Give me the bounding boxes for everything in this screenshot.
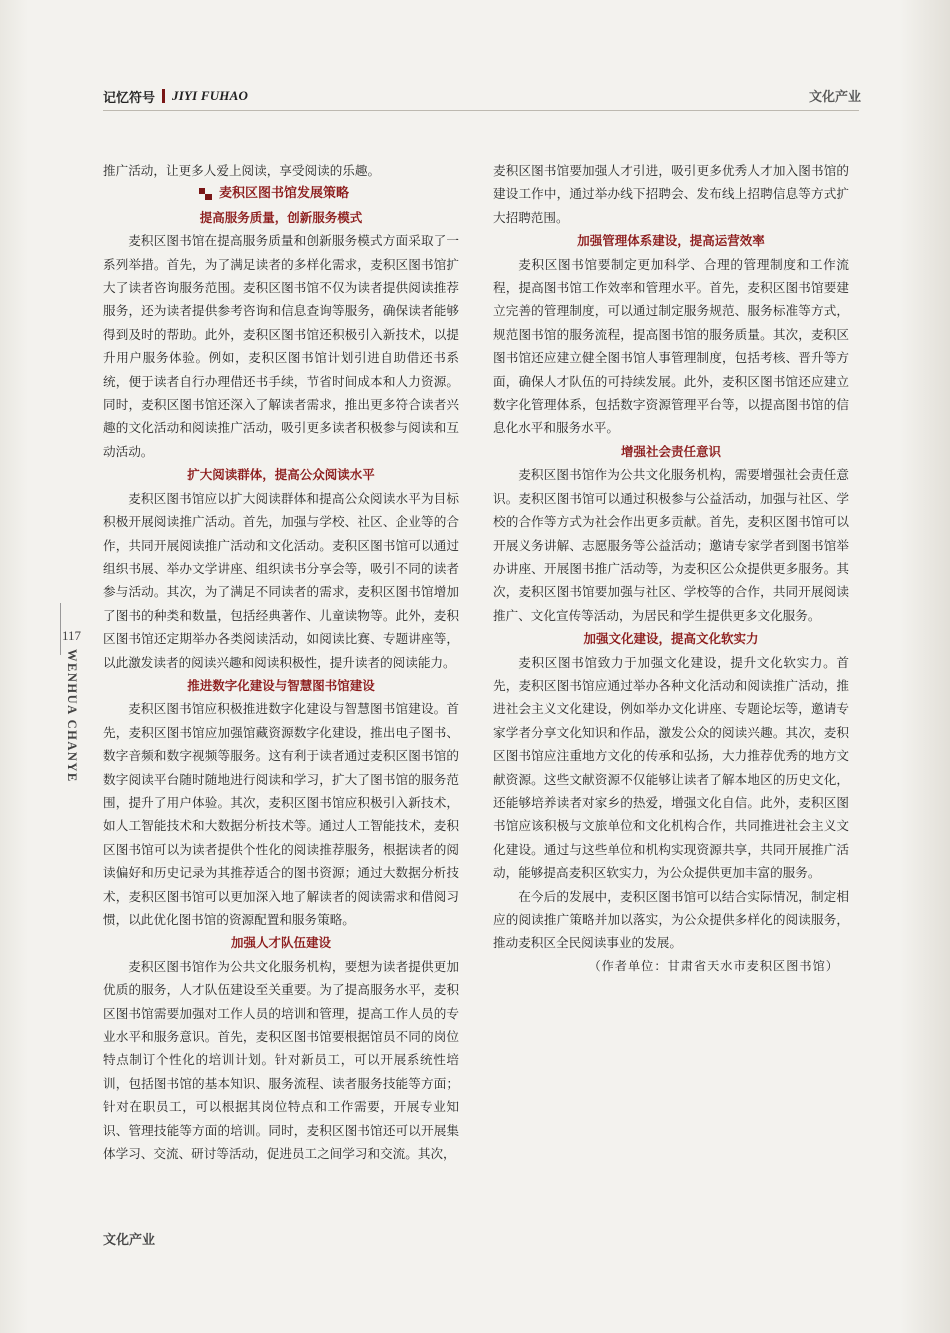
header-section-cn: 记忆符号 xyxy=(103,90,156,106)
paragraph-social: 麦积区图书馆作为公共文化服务机构，需要增强社会责任意识。麦积区图书馆可以通过积极参与公益活动，加强与社区、学校的合作等方式为社会作出更多贡献。首先，麦积区图书馆可以开展义务讲解、志愿服务等公益活动；邀请专家学者到图书馆举办讲座、开展图书推广活动等，为麦积区公众提供更多服务。其次，麦积区图书馆要加强与社区、学校等的合作，共同开展阅读推广、文化宣传等活动，为居民和学生提供更多文化服务。 xyxy=(493,467,849,623)
subheading-reading: 扩大阅读群体，提高公众阅读水平 xyxy=(187,467,375,483)
subheading-service: 提高服务质量，创新服务模式 xyxy=(199,209,363,225)
subheading-talent: 加强人才队伍建设 xyxy=(230,935,331,951)
intro-paragraph: 推广活动，让更多人爱上阅读，享受阅读的乐趣。 xyxy=(103,163,381,178)
page-edge-left xyxy=(0,0,28,1333)
side-vertical-label: WENHUA CHANYE xyxy=(65,649,79,783)
page-edge-right xyxy=(900,0,950,1333)
subheading-social: 增强社会责任意识 xyxy=(620,443,721,459)
article-column-right xyxy=(493,159,849,978)
paragraph-service: 麦积区图书馆在提高服务质量和创新服务模式方面采取了一系列举措。首先，为了满足读者的多样化需求，麦积区图书馆扩大了读者咨询服务范围。麦积区图书馆不仅为读者提供阅读推荐服务，还为读者提供参考咨询和信息查询等服务，确保读者能够得到及时的帮助。此外，麦积区图书馆还积极引入新技术，以提升用户服务体验。例如，麦积区图书馆计划引进自助借还书系统，便于读者自行办理借还书手续，节省时间成本和人力资源。同时，麦积区图书馆还深入了解读者需求，推出更多符合读者兴趣的文化活动和阅读推广活动，吸引更多读者积极参与阅读和互动活动。 xyxy=(103,233,459,459)
paragraph-management: 麦积区图书馆要制定更加科学、合理的管理制度和工作流程，提高图书馆工作效率和管理水平。首先，麦积区图书馆要建立完善的管理制度，可以通过制定服务规范、服务标准等方式，规范图书馆的服务流程，提高图书馆的服务质量。其次，麦积区图书馆还应建立健全图书馆人事管理制度，包括考核、晋升等方面，确保人才队伍的可持续发展。此外，麦积区图书馆还应建立数字化管理体系，包括数字资源管理平台等，以提高图书馆的信息化水平和服务水平。 xyxy=(493,256,849,436)
paragraph-talent-continued: 麦积区图书馆要加强人才引进，吸引更多优秀人才加入图书馆的建设工作中，通过举办线下招聘会、发布线上招聘信息等方式扩大招聘范围。 xyxy=(493,163,849,225)
author-affiliation: （作者单位：甘肃省天水市麦积区图书馆） xyxy=(588,958,839,973)
header-column-name: 文化产业 xyxy=(809,90,862,105)
article-column-left xyxy=(103,159,459,1165)
subheading-digital: 推进数字化建设与智慧图书馆建设 xyxy=(187,677,375,693)
page-number: 117 xyxy=(62,628,82,643)
footer-label: 文化产业 xyxy=(103,1233,156,1248)
header-section-en: JIYI FUHAO xyxy=(172,88,249,103)
section-heading-text: 麦积区图书馆发展策略 xyxy=(219,186,350,202)
running-header xyxy=(103,86,248,106)
paragraph-conclusion: 在今后的发展中，麦积区图书馆可以结合实际情况，制定相应的阅读推广策略并加以落实，为公众提供多样化的阅读服务，推动麦积区全民阅读事业的发展。 xyxy=(493,888,849,951)
side-rule xyxy=(60,603,61,655)
paragraph-talent: 麦积区图书馆作为公共文化服务机构，要想为读者提供更加优质的服务，人才队伍建设至关重要。为了提高服务水平，麦积区图书馆需要加强对工作人员的培训和管理，提高工作人员的专业水平和服务意识。首先，麦积区图书馆要根据馆员不同的岗位特点制订个性化的培训计划。针对新员工，可以开展系统性培训，包括图书馆的基本知识、服务流程、读者服务技能等方面；针对在职员工，可以根据其岗位特点和工作需要，开展专业知识、管理技能等方面的培训。同时，麦积区图书馆还可以开展集体学习、交流、研讨等活动，促进员工之间学习和交流。其次， xyxy=(103,958,459,1162)
subheading-culture: 加强文化建设，提高文化软实力 xyxy=(583,631,759,647)
paragraph-digital: 麦积区图书馆应积极推进数字化建设与智慧图书馆建设。首先，麦积区图书馆应加强馆藏资源数字化建设，推出电子图书、数字音频和数字视频等服务。这有利于读者通过麦积区图书馆的数字阅读平台随时随地进行阅读和学习，扩大了图书馆的服务范围，提升了用户体验。其次，麦积区图书馆应积极引入新技术，如人工智能技术和大数据分析技术等。通过人工智能技术，麦积区图书馆可以为读者提供个性化的阅读推荐服务，根据读者的阅读偏好和历史记录为其推荐适合的图书资源；通过大数据分析技术，麦积区图书馆可以更加深入地了解读者的阅读需求和借阅习惯，以此优化图书馆的资源配置和服务策略。 xyxy=(103,701,459,927)
subheading-management: 加强管理体系建设，提高运营效率 xyxy=(577,233,765,249)
section-heading xyxy=(103,182,459,205)
paragraph-reading: 麦积区图书馆应以扩大阅读群体和提高公众阅读水平为目标积极开展阅读推广活动。首先，加强与学校、社区、企业等的合作，共同开展阅读推广活动和文化活动。麦积区图书馆可以通过组织书展、举办文学讲座、组织读书分享会等，吸引不同的读者参与活动。其次，为了满足不同读者的需求，麦积区图书馆增加了图书的种类和数量，包括经典著作、儿童读物等。此外，麦积区图书馆还定期举办各类阅读活动，如阅读比赛、专题讲座等，以此激发读者的阅读兴趣和阅读积极性，提升读者的阅读能力。 xyxy=(103,490,459,670)
header-rule xyxy=(103,110,859,111)
header-divider-bar xyxy=(162,89,165,103)
paragraph-culture: 麦积区图书馆致力于加强文化建设，提升文化软实力。首先，麦积区图书馆应通过举办各种文化活动和阅读推广活动，推进社会主义文化建设，例如举办文化讲座、专题论坛等，邀请专家学者分享文化知识和作品，激发公众的阅读兴趣。其次，麦积区图书馆应注重地方文化的传承和弘扬，大力推荐优秀的地方文献资源。这些文献资源不仅能够让读者了解本地区的历史文化，还能够培养读者对家乡的热爱，增强文化自信。此外，麦积区图书馆应该积极与文旅单位和文化机构合作，共同推进社会主义文化建设。通过与这些单位和机构实现资源共享，共同开展推广活动，能够提高麦积区软实力，为公众提供更加丰富的服务。 xyxy=(493,654,849,881)
section-marker-icon xyxy=(199,188,213,200)
